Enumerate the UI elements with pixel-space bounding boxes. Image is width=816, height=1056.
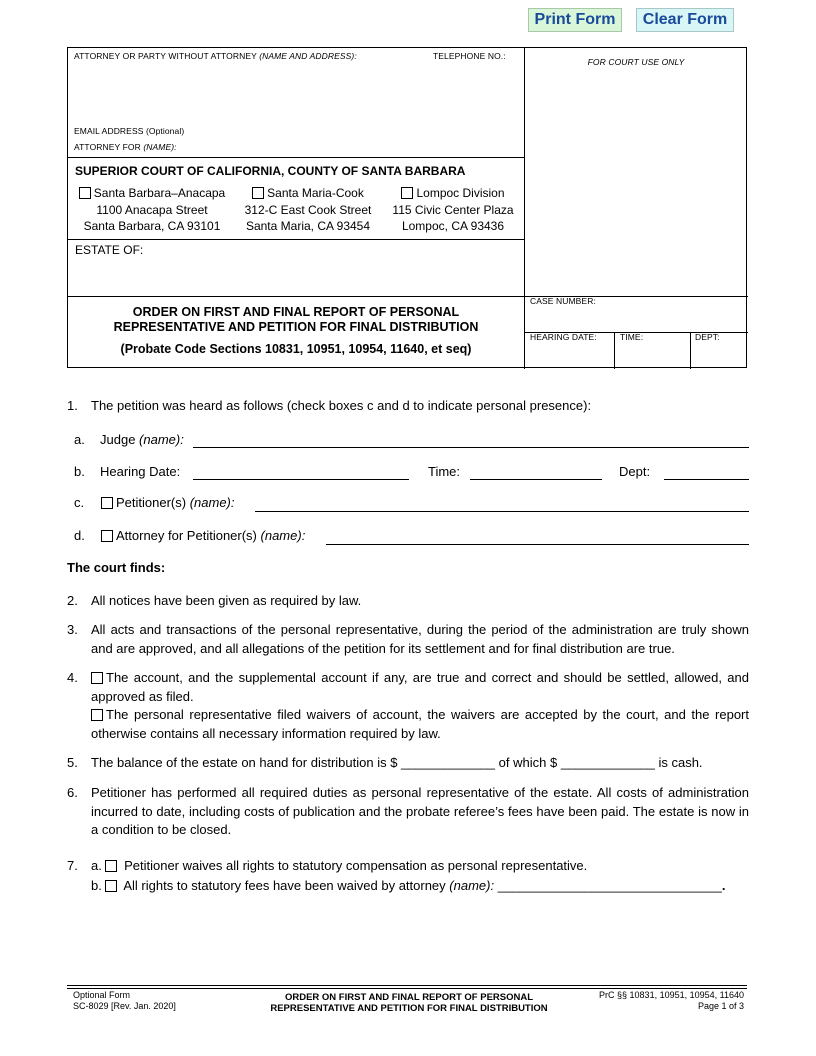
waive-fees-checkbox[interactable] <box>105 880 117 892</box>
footer-rule <box>67 988 747 989</box>
estate-input[interactable] <box>75 260 519 292</box>
item-3-number: 3. <box>67 622 78 637</box>
caption-box <box>67 47 747 368</box>
waived-attorney-input[interactable]: _______________________________ <box>497 878 722 893</box>
time-body-label: Time: <box>428 464 461 479</box>
petitioner-label: Petitioner(s) (name): <box>101 494 235 512</box>
item-4b-text: The personal representative filed waivers of account, the waivers are accepted by the court, and the report otherwise contains all necessary information required by law. <box>91 707 749 741</box>
dept-body-label: Dept: <box>619 464 651 479</box>
time-label: TIME: <box>620 332 644 342</box>
attorney-for-label: ATTORNEY FOR (NAME): <box>74 142 177 152</box>
judge-label: Judge (name): <box>100 432 184 447</box>
footer-title: ORDER ON FIRST AND FINAL REPORT OF PERSONAL REPRESENTATIVE AND PETITION FOR FINAL DISTRIBUTION <box>270 992 548 1014</box>
item-5-text: The balance of the estate on hand for distribution is $ _____________ of which $ _____________ is cash. <box>91 755 703 770</box>
item-7-number: 7. <box>67 858 78 873</box>
item-4-number: 4. <box>67 670 78 685</box>
case-number-label: CASE NUMBER: <box>530 296 596 306</box>
dept-label: DEPT: <box>695 332 720 342</box>
rule <box>68 239 524 240</box>
footer-form-info: Optional Form SC-8029 [Rev. Jan. 2020] <box>73 990 176 1011</box>
case-number-input[interactable] <box>530 308 742 328</box>
item-4a-text: The account, and the supplemental account if any, are true and correct and should be settled, allowed, and approved as filed. <box>91 670 749 704</box>
attorney-petitioner-input[interactable] <box>326 544 749 545</box>
court-name: SUPERIOR COURT OF CALIFORNIA, COUNTY OF SANTA BARBARA <box>75 164 466 178</box>
rule <box>690 332 691 369</box>
time-input[interactable] <box>470 479 602 480</box>
item-3-text: All acts and transactions of the personal representative, during the period of the administration are truly shown and are approved, and all allegations of the petition for its settlement and for final distribution are true. <box>91 622 749 656</box>
attorney-input[interactable] <box>74 62 518 126</box>
email-label: EMAIL ADDRESS (Optional) <box>74 126 185 136</box>
caption-divider <box>524 48 525 369</box>
footer-code: PrC §§ 10831, 10951, 10954, 11640 Page 1 of 3 <box>599 990 744 1011</box>
item-7b-text: b. All rights to statutory fees have been waived by attorney (name): _______________________________. <box>91 878 726 893</box>
item-6-text: Petitioner has performed all required duties as personal representative of the estate. All costs of administration incurred to date, including costs of publication and the probate referee’s fees have been paid. The estate is now in a condition to be closed. <box>91 785 749 837</box>
footer-rule <box>67 985 747 986</box>
item-2-text: All notices have been given as required by law. <box>91 593 362 608</box>
hearing-date-body-label: Hearing Date: <box>100 464 181 479</box>
waive-compensation-checkbox[interactable] <box>105 860 117 872</box>
account-approved-checkbox[interactable] <box>91 672 103 684</box>
rule <box>68 157 524 158</box>
form-title-code: (Probate Code Sections 10831, 10951, 10954, 11640, et seq) <box>120 342 472 356</box>
balance-input[interactable]: _____________ <box>401 755 496 770</box>
clear-form-button[interactable]: Clear Form <box>636 8 734 32</box>
item-1a-letter: a. <box>74 432 85 447</box>
rule <box>614 332 615 369</box>
item-6-number: 6. <box>67 785 78 800</box>
item-1-text: The petition was heard as follows (check boxes c and d to indicate personal presence): <box>91 398 592 413</box>
petitioner-present-checkbox[interactable] <box>101 497 113 509</box>
telephone-label: TELEPHONE NO.: <box>433 51 506 61</box>
attorney-label: ATTORNEY OR PARTY WITHOUT ATTORNEY (NAME AND ADDRESS): <box>74 51 357 61</box>
form-title: ORDER ON FIRST AND FINAL REPORT OF PERSONAL REPRESENTATIVE AND PETITION FOR FINAL DISTRIBUTION <box>113 305 479 334</box>
estate-label: ESTATE OF: <box>75 243 144 257</box>
court-option-anacapa: Santa Barbara–Anacapa 1100 Anacapa Street Santa Barbara, CA 93101 <box>78 185 226 235</box>
cook-checkbox[interactable] <box>252 187 264 199</box>
lompoc-checkbox[interactable] <box>401 187 413 199</box>
anacapa-checkbox[interactable] <box>79 187 91 199</box>
petitioner-input[interactable] <box>255 511 749 512</box>
item-1d-letter: d. <box>74 528 85 543</box>
item-5-number: 5. <box>67 755 78 770</box>
court-option-lompoc: Lompoc Division 115 Civic Center Plaza Lompoc, CA 93436 <box>392 186 514 233</box>
cash-input[interactable]: _____________ <box>560 755 655 770</box>
rule <box>68 296 748 297</box>
attorney-petitioner-label: Attorney for Petitioner(s) (name): <box>101 527 305 545</box>
judge-input[interactable] <box>193 447 749 448</box>
item-1-number: 1. <box>67 398 78 413</box>
court-use-label: FOR COURT USE ONLY <box>587 57 685 67</box>
hearing-date-input[interactable] <box>193 479 409 480</box>
item-7a-text: a. Petitioner waives all rights to statutory compensation as personal representative. <box>91 858 588 873</box>
item-1c-letter: c. <box>74 495 85 510</box>
item-1b-letter: b. <box>74 464 85 479</box>
attorney-present-checkbox[interactable] <box>101 530 113 542</box>
court-finds-heading: The court finds: <box>67 560 166 575</box>
dept-input[interactable] <box>664 479 749 480</box>
hearing-date-label: HEARING DATE: <box>530 332 597 342</box>
waivers-accepted-checkbox[interactable] <box>91 709 103 721</box>
print-form-button[interactable]: Print Form <box>528 8 622 32</box>
court-option-cook: Santa Maria-Cook 312-C East Cook Street Santa Maria, CA 93454 <box>244 186 372 233</box>
item-2-number: 2. <box>67 593 78 608</box>
